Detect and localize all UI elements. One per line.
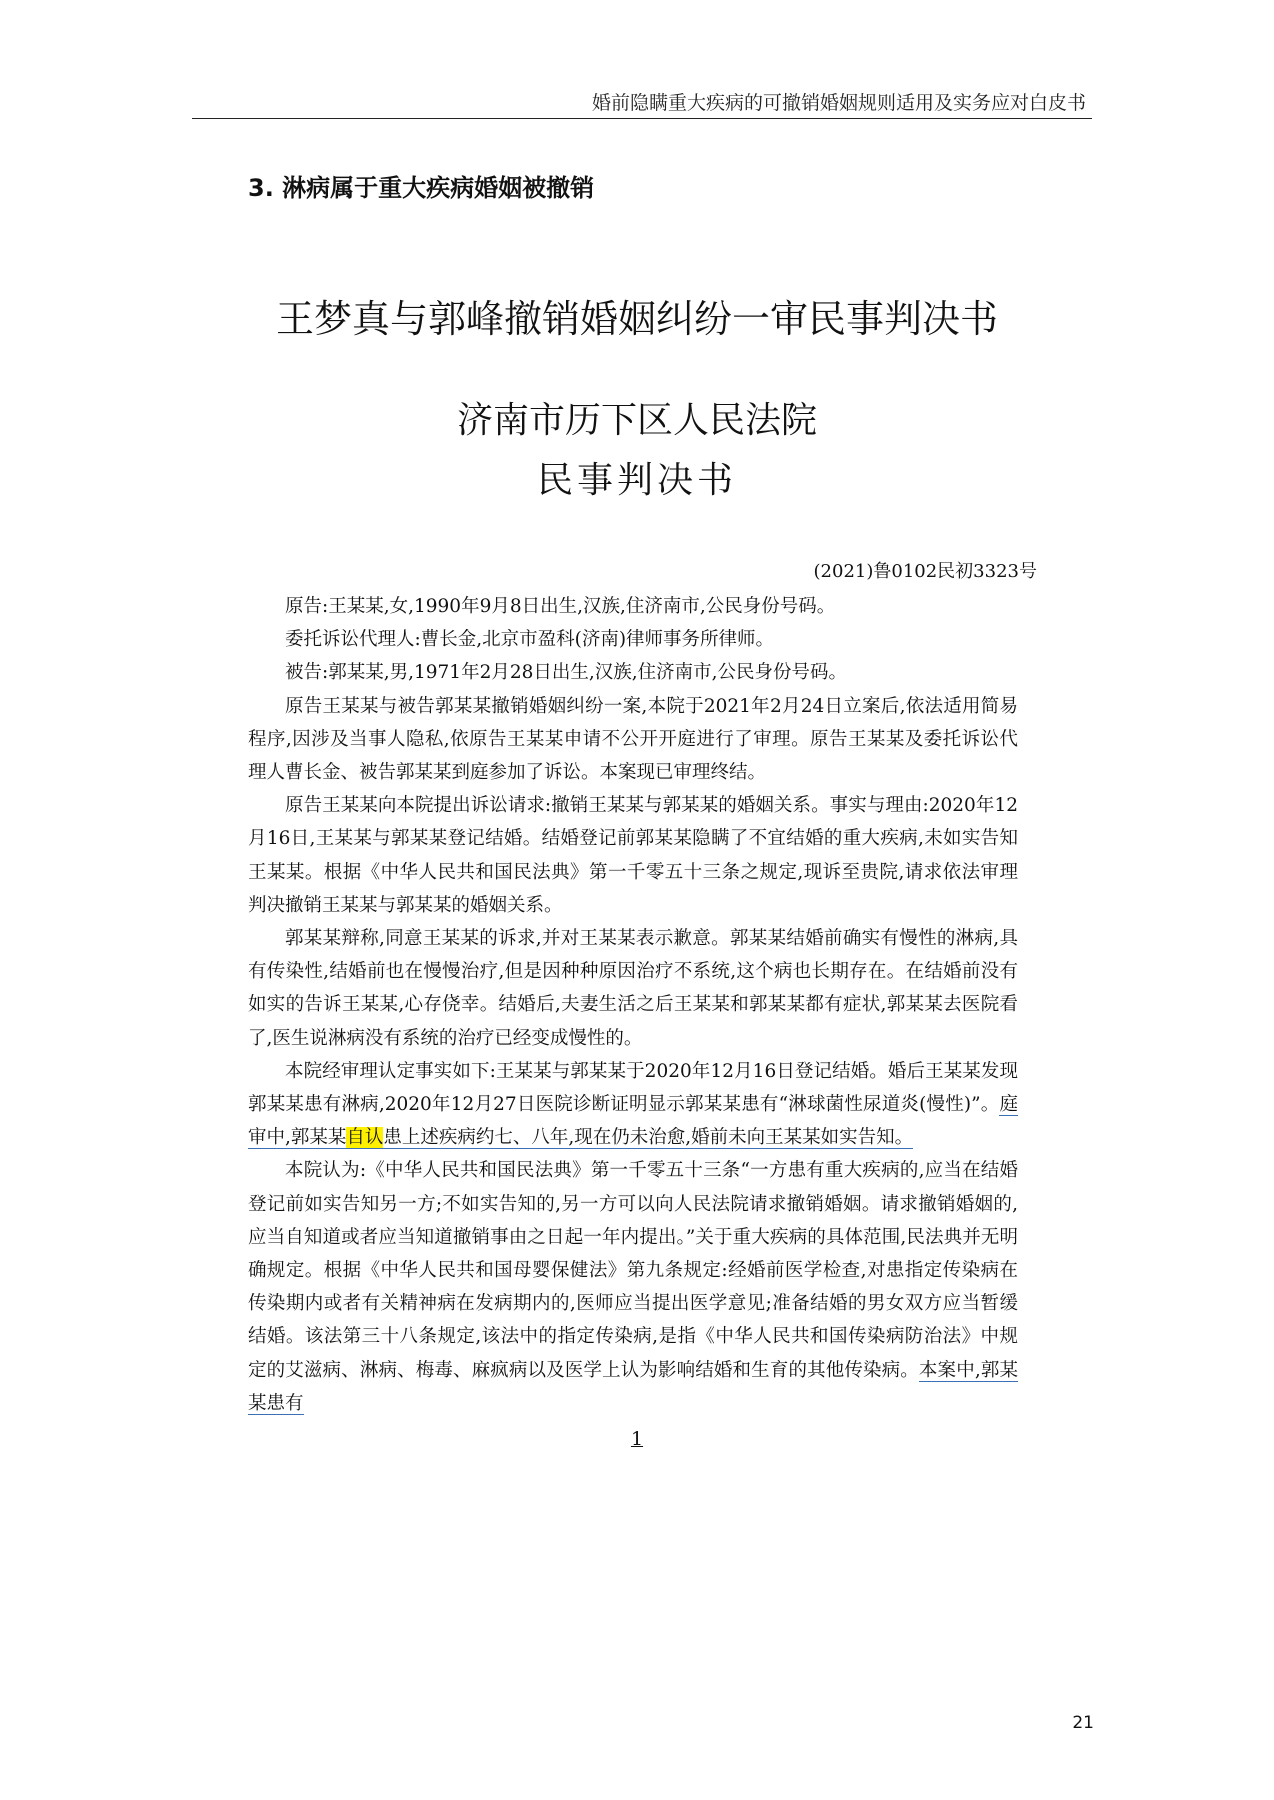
opinion-text: 本院认为:《中华人民共和国民法典》第一千零五十三条“一方患有重大疾病的,应当在结婚登记前如实告知另一方;不如实告知的,另一方可以向人民法院请求撤销婚姻。请求撤销婚姻的,应当自知道或者应当知道撤销事由之日起一年内提出。”关于重大疾病的具体范围,民法典并无明确规定。根据《中华人民共和国母婴保健法》第九条规定:经婚前医学检查,对患指定传染病在传染期内或者有关精神病在发病期内的,医师应当提出医学意见;准备结婚的男女双方应当暂缓结婚。该法第三十八条规定,该法中的指定传染病,是指《中华人民共和国传染病防治法》中规定的艾滋病、淋病、梅毒、麻疯病以及医学上认为影响结婚和生育的其他传染病。 [248,1160,1018,1381]
header-rule [192,118,1092,119]
underlined-text: 庭审中,郭某某 [248,1094,1018,1149]
paragraph-defense: 郭某某辩称,同意王某某的诉求,并对王某某表示歉意。郭某某结婚前确实有慢性的淋病,具有传染性,结婚前也在慢慢治疗,但是因种种原因治疗不系统,这个病也长期存在。在结婚前没有如实的告诉王某某,心存侥幸。结婚后,夫妻生活之后王某某和郭某某都有症状,郭某某去医院看了,医生说淋病没有系统的治疗已经变成慢性的。 [248,928,1018,1049]
highlighted-text: 自认 [346,1127,384,1149]
paragraph-plaintiff: 原告:王某某,女,1990年9月8日出生,汉族,住济南市,公民身份号码。 [285,596,836,617]
paragraph-claims: 原告王某某向本院提出诉讼请求:撤销王某某与郭某某的婚姻关系。事实与理由:2020年12月16日,王某某与郭某某登记结婚。结婚登记前郭某某隐瞒了不宜结婚的重大疾病,未如实告知王某某。根据《中华人民共和国民法典》第一千零五十三条之规定,现诉至贵院,请求依法审理判决撤销王某某与郭某某的婚姻关系。 [248,795,1018,916]
court-name: 济南市历下区人民法院 [456,400,817,441]
page-number: 21 [1072,1713,1094,1733]
paragraph-defendant: 被告:郭某某,男,1971年2月28日出生,汉族,住济南市,公民身份号码。 [285,662,848,684]
inner-page-number: 1 [630,1428,644,1450]
section-heading: 3. 淋病属于重大疾病婚姻被撤销 [248,174,595,202]
document-title: 王梦真与郭峰撤销婚姻纠纷一审民事判决书 [275,297,998,341]
underlined-text: 本案中,郭某某患有 [248,1359,1018,1414]
case-number: (2021)鲁0102民初3323号 [813,561,1037,582]
facts-text: 本院经审理认定事实如下:王某某与郭某某于2020年12月16日登记结婚。婚后王某某发现郭某某患有淋病,2020年12月27日医院诊断证明显示郭某某患有“淋球菌性尿道炎(慢性)”。 [248,1060,1018,1116]
paragraph-agent: 委托诉讼代理人:曹长金,北京市盈科(济南)律师事务所律师。 [285,629,775,651]
document-type: 民事判决书 [536,460,737,501]
running-header: 婚前隐瞒重大疾病的可撤销婚姻规则适用及实务应对白皮书 [591,92,1086,114]
underlined-text: 患上述疾病约七、八年,现在仍未治愈,婚前未向王某某如实告知。 [383,1127,914,1149]
judgment-body [248,590,1018,1420]
paragraph-opinion [248,1154,1018,1420]
paragraph-facts [248,1055,1018,1155]
paragraph-case-intro: 原告王某某与被告郭某某撤销婚姻纠纷一案,本院于2021年2月24日立案后,依法适用简易程序,因涉及当事人隐私,依原告王某某申请不公开开庭进行了审理。原告王某某及委托诉讼代理人曹长金、被告郭某某到庭参加了诉讼。本案现已审理终结。 [248,695,1018,784]
